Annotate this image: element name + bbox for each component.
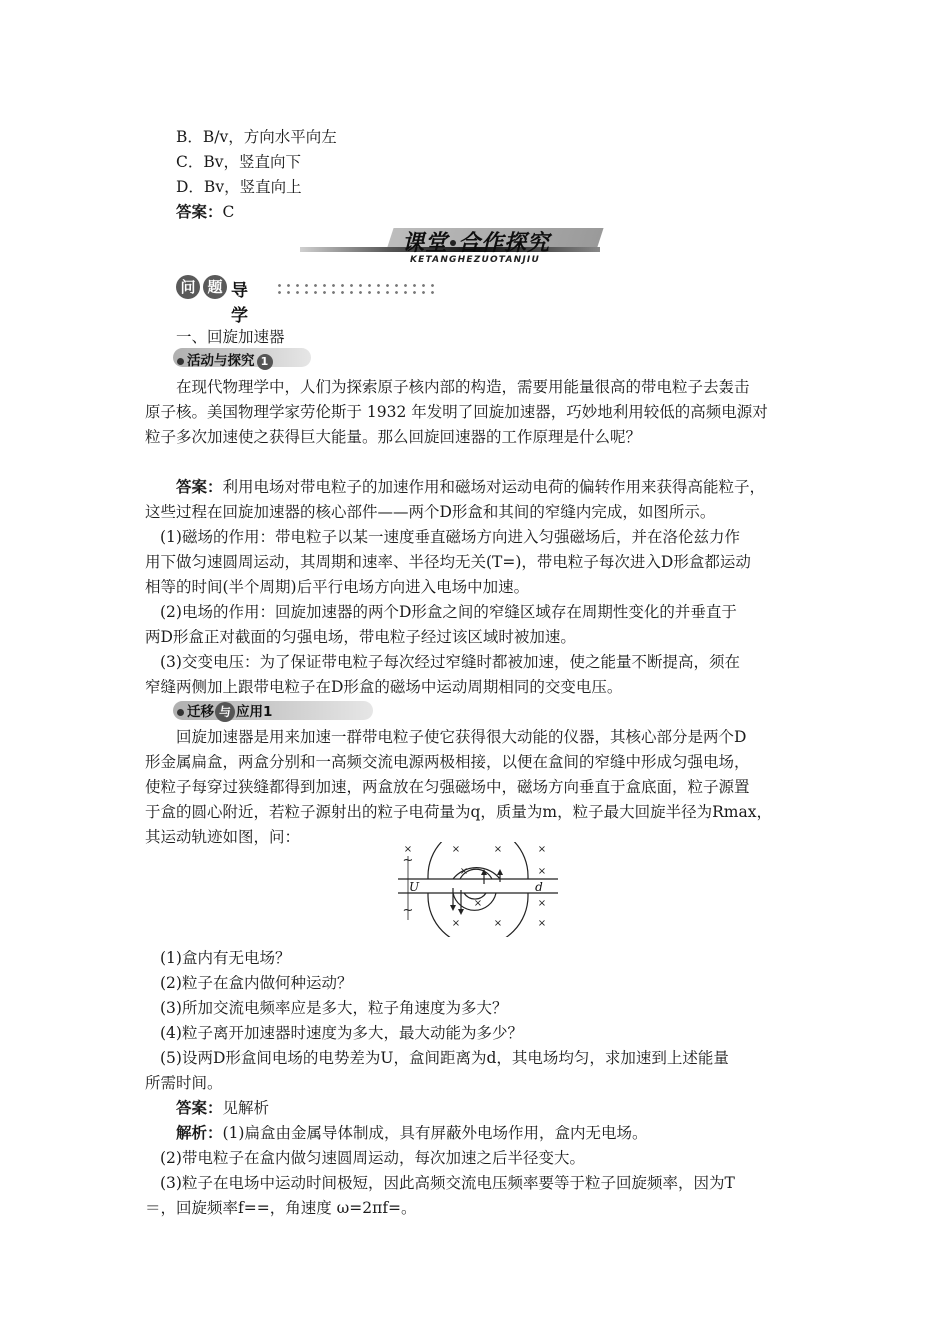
answer-paragraph-line-7: 两D形盒正对截面的匀强电场，带电粒子经过该区域时被加速。 — [145, 628, 576, 646]
analysis-line-1 — [176, 1123, 647, 1143]
banner-subtitle: KETANGHEZUOTANJIU — [410, 255, 540, 265]
answer-value: 见解析 — [222, 1099, 270, 1117]
cross-mark: × — [403, 844, 413, 855]
outer-d-upper — [428, 842, 528, 879]
arrowhead-down-1 — [450, 905, 456, 911]
answer-paragraph-line-8: (3)交变电压：为了保证带电粒子每次经过窄缝时都被加速，使之能量不断提高，须在 — [160, 653, 740, 671]
dotted-divider — [275, 282, 435, 296]
banner-dot-icon — [450, 240, 456, 246]
cross-mark: × — [537, 918, 547, 929]
cross-mark: × — [451, 918, 461, 929]
transfer-label-part-c: 应用 — [236, 704, 263, 720]
voltage-label-u: U — [408, 880, 420, 894]
gap-label-d: d — [535, 880, 543, 894]
transfer-label-part-a: 迁移 — [187, 704, 214, 720]
answer-label: 答案： — [176, 478, 223, 496]
answer-paragraph-line-6: (2)电场的作用：回旋加速器的两个D形盒之间的窄缝区域存在周期性变化的并垂直于 — [160, 603, 737, 621]
cyclotron-diagram — [398, 842, 558, 937]
analysis-text: (1)扁盒由金属导体制成，具有屏蔽外电场作用，盒内无电场。 — [222, 1124, 648, 1142]
answer-paragraph-line-4: 用下做匀速圆周运动，其周期和速率、半径均无关(T=)，带电粒子每次进入D形盒都运动 — [145, 553, 751, 571]
transfer-label — [177, 700, 272, 722]
answer-2 — [176, 1098, 269, 1118]
question-5-cont: 所需时间。 — [145, 1074, 223, 1092]
problem-line-2: 形金属扁盒，两盒分别和一高频交流电源两极相接，以便在盒间的窄缝中形成匀强电场， — [145, 753, 750, 771]
section-title: 一、回旋加速器 — [176, 328, 285, 346]
question-5: (5)设两D形盒间电场的电势差为U，盒间距离为d，其电场均匀，求加速到上述能量 — [160, 1049, 729, 1067]
analysis-line-2: (2)带电粒子在盒内做匀速圆周运动，每次加速之后半径变大。 — [160, 1149, 585, 1167]
cross-mark: × — [473, 898, 483, 909]
analysis-line-3: (3)粒子在电场中运动时间极短，因此高频交流电压频率要等于粒子回旋频率，因为T — [160, 1174, 735, 1192]
answer-paragraph-line-5: 相等的时间(半个周期)后平行电场方向进入电场中加速。 — [145, 578, 530, 596]
answer-paragraph-line-1 — [176, 477, 765, 497]
problem-line-3: 使粒子每穿过狭缝都得到加速，两盒放在匀强磁场中，磁场方向垂直于盒底面，粒子源置 — [145, 778, 750, 796]
header-rest-text: 导学 — [231, 281, 248, 326]
intro-line-1: 在现代物理学中，人们为探索原子核内部的构造，需要用能量很高的带电粒子去轰击 — [176, 378, 750, 396]
question-3: (3)所加交流电频率应是多大，粒子角速度为多大？ — [160, 999, 508, 1017]
answer-paragraph-line-3: (1)磁场的作用：带电粒子以某一速度垂直磁场方向进入匀强磁场后，并在洛伦兹力作 — [160, 528, 740, 546]
cross-mark: × — [493, 918, 503, 929]
header-circle-char-1: 问 — [176, 275, 200, 299]
question-4: (4)粒子离开加速器时速度为多大，最大动能为多少？ — [160, 1024, 523, 1042]
activity-label-text: 活动与探究 — [187, 353, 255, 369]
analysis-label: 解析： — [176, 1124, 223, 1142]
intro-line-2: 原子核。美国物理学家劳伦斯于 1932 年发明了回旋加速器，巧妙地利用较低的高频电源对 — [145, 403, 768, 421]
answer-text: 利用电场对带电粒子的加速作用和磁场对运动电荷的偏转作用来获得高能粒子， — [222, 478, 766, 496]
bullet-icon — [177, 709, 184, 716]
problem-line-4: 于盒的圆心附近，若粒子源射出的粒子电荷量为q，质量为m，粒子最大回旋半径为Rmax， — [145, 803, 772, 821]
cross-mark: × — [493, 844, 503, 855]
answer-label: 答案： — [176, 203, 223, 221]
previous-answer — [176, 202, 234, 222]
question-1: (1)盒内有无电场？ — [160, 949, 291, 967]
intro-line-3: 粒子多次加速使之获得巨大能量。那么回旋回速器的工作原理是什么呢？ — [145, 428, 642, 446]
cross-mark: × — [459, 866, 469, 877]
cross-mark: × — [537, 898, 547, 909]
arrowhead-down-2 — [458, 909, 464, 915]
cross-mark: × — [451, 844, 461, 855]
problem-line-5: 其运动轨迹如图，问： — [145, 828, 301, 846]
activity-number-badge: 1 — [257, 354, 273, 370]
banner-title-part-a: 课堂 — [402, 231, 449, 256]
option-d: D．Bv，竖直向上 — [176, 178, 302, 196]
transfer-label-badge: 与 — [215, 702, 235, 722]
analysis-line-4: ＝，回旋频率f==，角速度 ω=2πf=。 — [145, 1199, 417, 1217]
header-circle-char-2: 题 — [203, 275, 227, 299]
bullet-icon — [177, 358, 184, 365]
transfer-label-number: 1 — [263, 704, 273, 720]
answer-value: C — [222, 203, 235, 221]
cross-mark: × — [537, 866, 547, 877]
answer-label: 答案： — [176, 1099, 223, 1117]
answer-paragraph-line-9: 窄缝两侧加上跟带电粒子在D形盒的磁场中运动周期相同的交变电压。 — [145, 678, 623, 696]
banner-title — [402, 226, 550, 257]
cross-mark: × — [537, 844, 547, 855]
question-2: (2)粒子在盒内做何种运动？ — [160, 974, 353, 992]
arrowhead-up-2 — [497, 869, 503, 875]
option-c: C．Bv，竖直向下 — [176, 153, 302, 171]
banner-title-part-b: 合作探究 — [458, 231, 551, 256]
answer-paragraph-line-2: 这些过程在回旋加速器的核心部件——两个D形盒和其间的窄缝内完成，如图所示。 — [145, 503, 716, 521]
section-banner — [300, 226, 600, 256]
option-b: B．B/v，方向水平向左 — [176, 128, 337, 146]
activity-label — [177, 349, 273, 370]
ac-wave-top: ~ — [402, 853, 414, 868]
problem-line-1: 回旋加速器是用来加速一群带电粒子使它获得很大动能的仪器，其核心部分是两个D — [176, 728, 747, 746]
ac-wave-bottom: ~ — [402, 903, 414, 918]
